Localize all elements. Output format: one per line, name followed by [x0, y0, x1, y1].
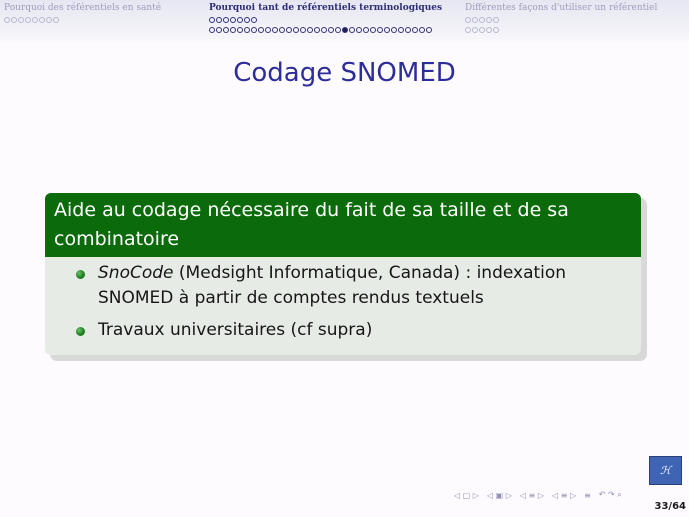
nav-section-3[interactable]: Différentes façons d'utiliser un référentiel [465, 3, 658, 13]
frame-dot[interactable] [384, 27, 390, 33]
frame-dot[interactable] [18, 17, 24, 23]
frame-dot[interactable] [216, 17, 222, 23]
section-navigation-bar [0, 0, 689, 44]
frame-dot[interactable] [321, 27, 327, 33]
frame-dot[interactable] [419, 27, 425, 33]
content-block [45, 193, 641, 355]
bullet-icon [76, 270, 85, 279]
frame-dot[interactable] [486, 17, 492, 23]
nav-section-1[interactable]: Pourquoi des référentiels en santé [4, 3, 162, 13]
frame-dot[interactable] [230, 27, 236, 33]
frame-dot[interactable] [25, 17, 31, 23]
frame-dot[interactable] [293, 27, 299, 33]
frame-dot[interactable] [356, 27, 362, 33]
frame-dot[interactable] [244, 17, 250, 23]
frame-dot[interactable] [300, 27, 306, 33]
frame-dot[interactable] [209, 17, 215, 23]
list-item-text: Travaux universitaires (cf supra) [98, 320, 373, 340]
search-back-forward-icon[interactable]: ↶ ↷ ⌕ [598, 490, 622, 499]
frame-dot[interactable] [479, 27, 485, 33]
frame-dot[interactable] [209, 27, 215, 33]
frame-dot[interactable] [307, 27, 313, 33]
frame-dot[interactable] [486, 27, 492, 33]
frame-dot[interactable] [272, 27, 278, 33]
list-item-text: (Medsight Informatique, Canada) : indexation SNOMED à partir de comptes rendus textuels [98, 263, 567, 308]
frame-dot[interactable] [314, 27, 320, 33]
frame-dot[interactable] [405, 27, 411, 33]
frame-dot[interactable] [370, 27, 376, 33]
frame-dot[interactable] [230, 17, 236, 23]
nav-section-3-subsection-1-dots [465, 17, 499, 23]
block-title: Aide au codage nécessaire du fait de sa taille et de sa combinatoire [45, 193, 641, 257]
frame-dot[interactable] [426, 27, 432, 33]
frame-dot[interactable] [412, 27, 418, 33]
document-navigation-icon[interactable]: ≡ [584, 490, 591, 500]
frame-dot[interactable] [398, 27, 404, 33]
list-item [76, 261, 631, 311]
frame-dot[interactable] [493, 17, 499, 23]
frame-dot[interactable] [472, 17, 478, 23]
frame-dot[interactable] [335, 27, 341, 33]
subsection-navigation-icon[interactable]: ◁ ▣ ▷ [486, 490, 512, 500]
nav-section-1-frame-dots [4, 17, 59, 23]
frame-dot[interactable] [465, 17, 471, 23]
frame-dot[interactable] [11, 17, 17, 23]
frame-dot[interactable] [237, 17, 243, 23]
frame-dot[interactable] [223, 27, 229, 33]
list-item-emphasis: SnoCode [98, 263, 174, 283]
frame-title: Codage SNOMED [233, 58, 456, 88]
frame-dot[interactable] [4, 17, 10, 23]
frame-dot[interactable] [279, 27, 285, 33]
frame-dot[interactable] [258, 27, 264, 33]
frame-dot[interactable] [363, 27, 369, 33]
page-number: 33/64 [654, 501, 686, 512]
frame-dot[interactable] [465, 27, 471, 33]
frame-dot[interactable] [244, 27, 250, 33]
frame-dot[interactable] [251, 17, 257, 23]
section-navigation-icon[interactable]: ◁ ≡ ▷ [519, 490, 544, 500]
frame-dot[interactable] [46, 17, 52, 23]
frame-dot[interactable] [265, 27, 271, 33]
nav-section-2[interactable]: Pourquoi tant de référentiels terminologiques [209, 3, 443, 13]
frame-dot[interactable] [39, 17, 45, 23]
frame-dot[interactable] [32, 17, 38, 23]
institution-logo-icon: ℋ [649, 456, 682, 485]
frame-dot[interactable] [251, 27, 257, 33]
current-frame-dot[interactable] [342, 27, 348, 33]
frame-dot[interactable] [377, 27, 383, 33]
frame-dot[interactable] [223, 17, 229, 23]
frame-dot[interactable] [53, 17, 59, 23]
frame-dot[interactable] [328, 27, 334, 33]
frame-dot[interactable] [391, 27, 397, 33]
frame-navigation-icon[interactable]: ◁ ▢ ▷ [454, 490, 479, 500]
section-navigation-icon-2[interactable]: ◁ ≡ ▷ [552, 490, 577, 500]
block-body [45, 257, 641, 343]
frame-dot[interactable] [286, 27, 292, 33]
frame-dot[interactable] [237, 27, 243, 33]
frame-dot[interactable] [493, 27, 499, 33]
beamer-navigation-symbols [454, 489, 622, 501]
frame-dot[interactable] [472, 27, 478, 33]
list-item [76, 318, 631, 343]
nav-section-3-subsection-2-dots [465, 27, 499, 33]
frame-dot[interactable] [349, 27, 355, 33]
frame-dot[interactable] [479, 17, 485, 23]
frame-dot[interactable] [216, 27, 222, 33]
bullet-icon [76, 327, 85, 336]
nav-section-2-subsection-2-dots [209, 27, 432, 33]
nav-section-2-subsection-1-dots [209, 17, 257, 23]
